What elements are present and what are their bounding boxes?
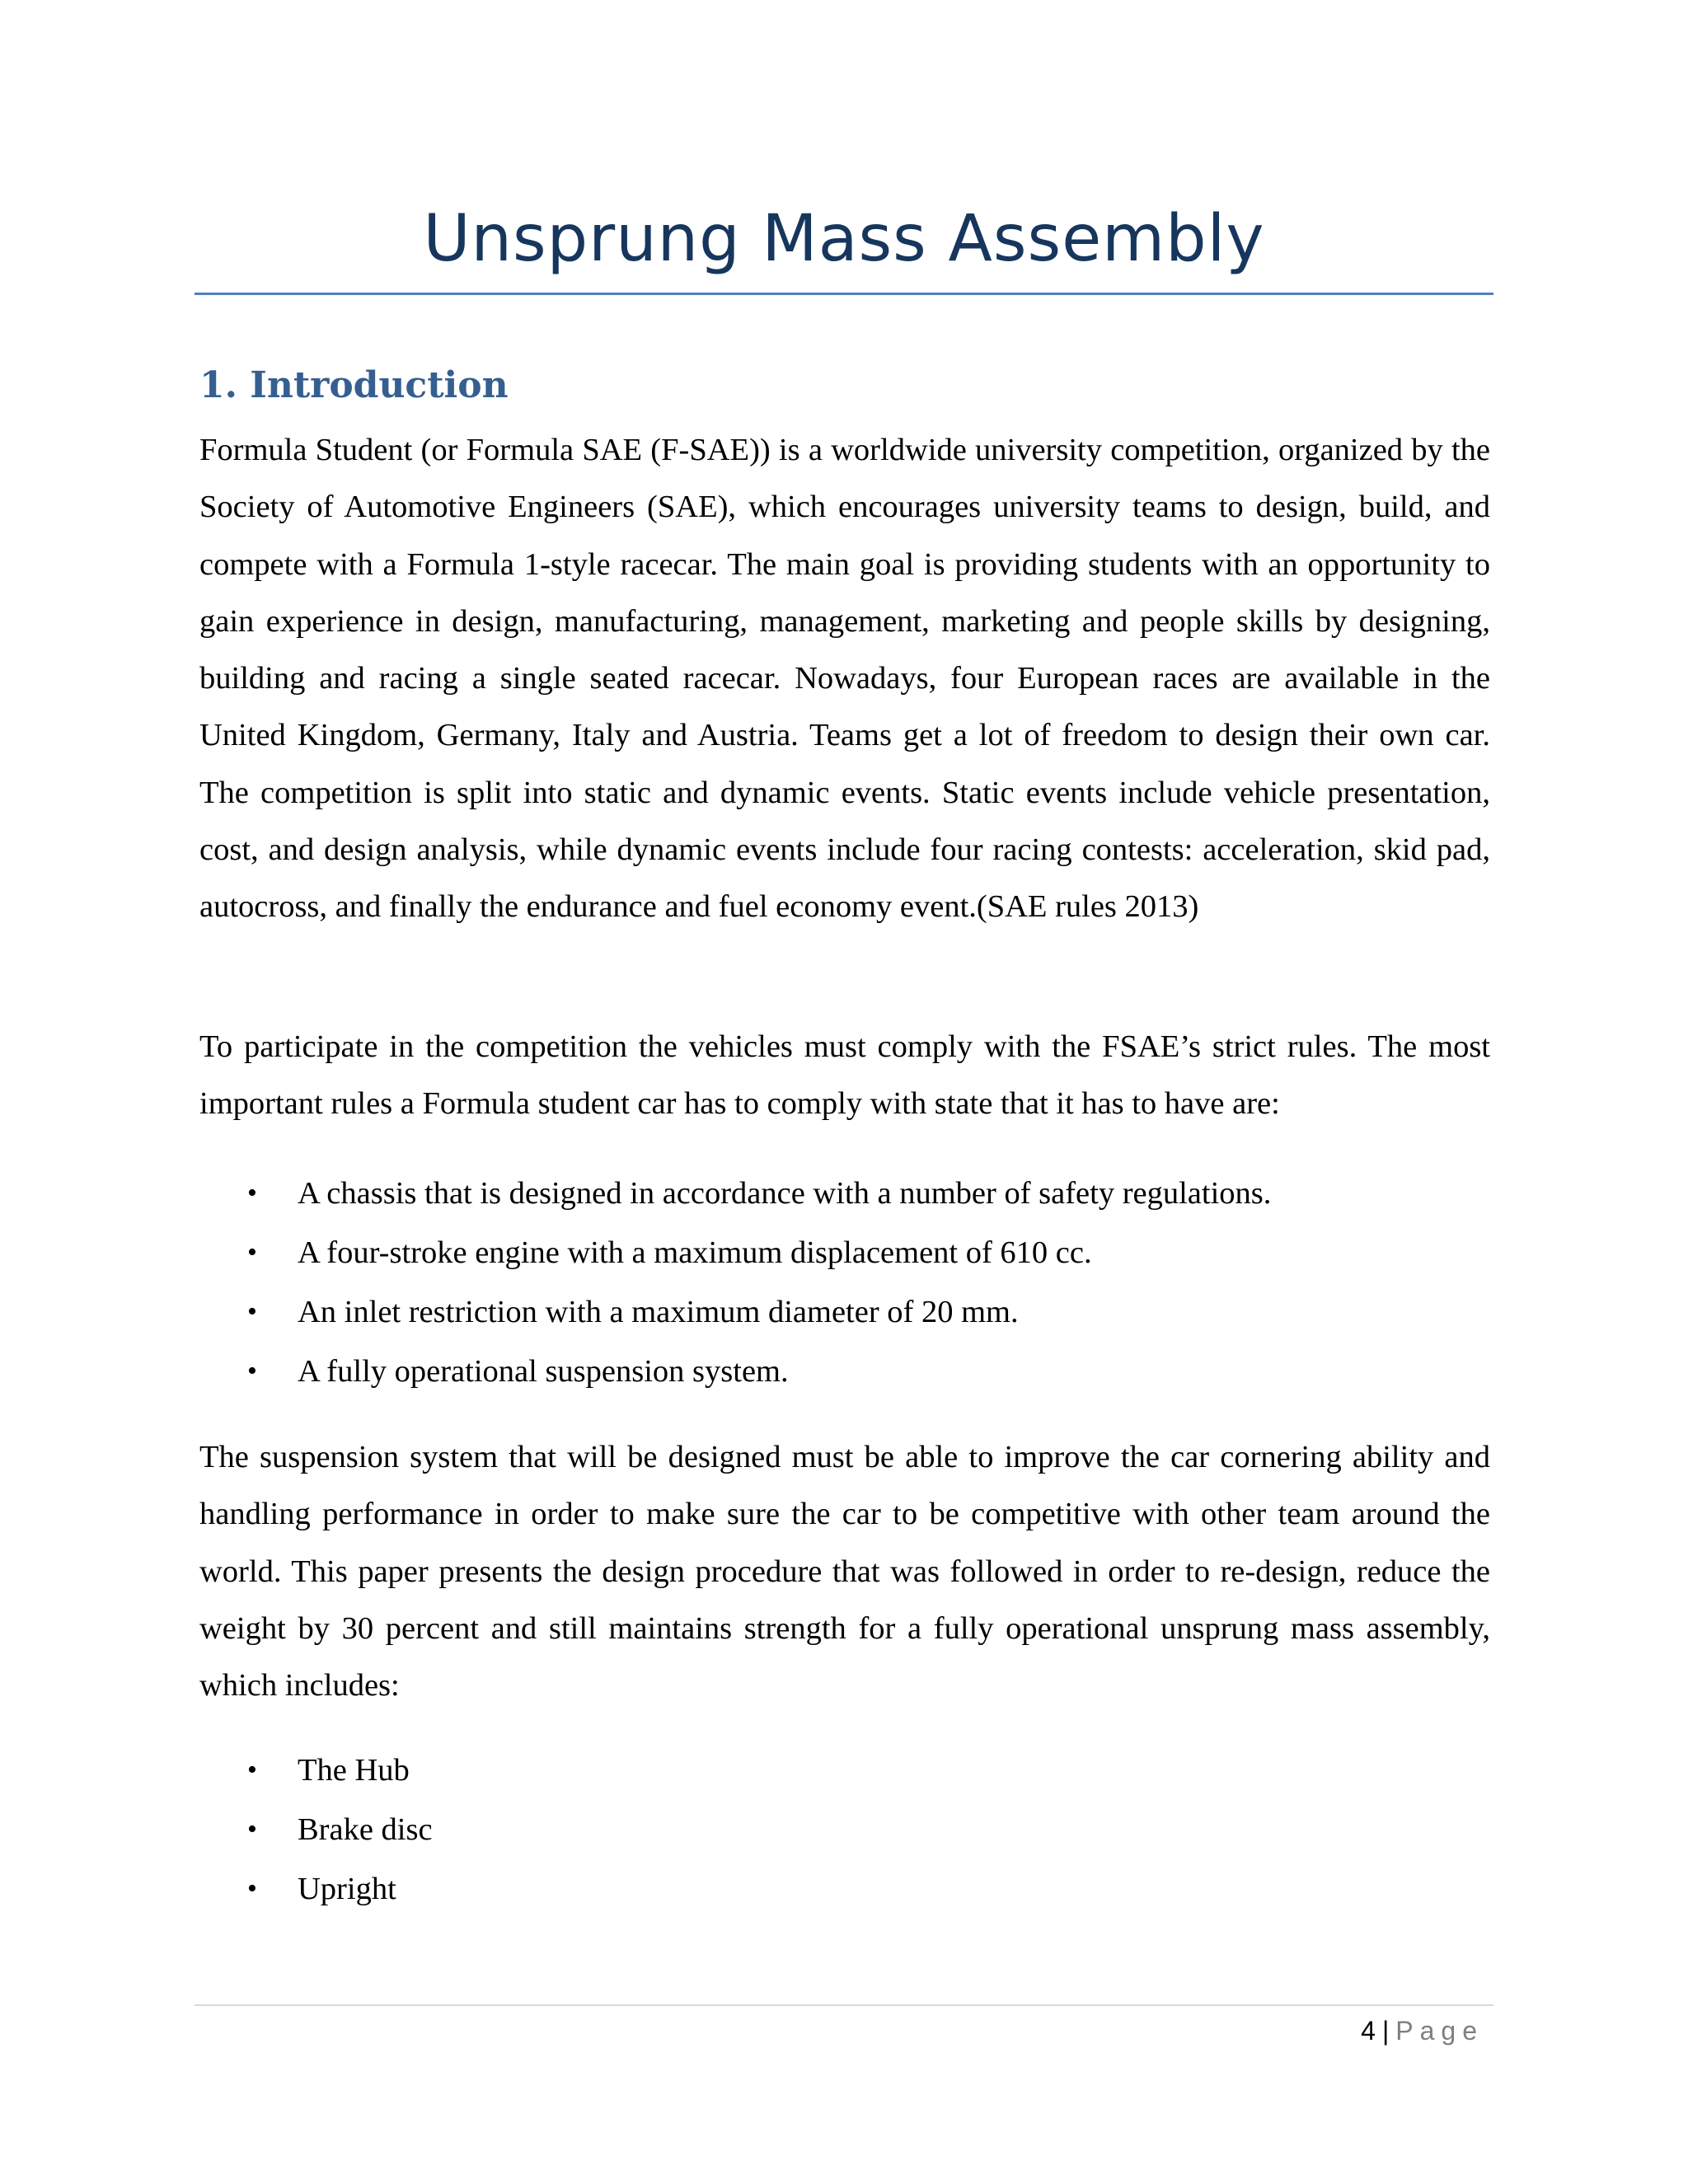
rules-intro-paragraph: To participate in the competition the vehicles must comply with the FSAE’s strict rules. The most important rules a Formula student car has to comply with state that it has to have are: xyxy=(199,1029,1490,1122)
list-item xyxy=(199,1223,1490,1282)
list-item-text: A chassis that is designed in accordance with a number of safety regulations. xyxy=(298,1176,1272,1211)
list-item xyxy=(199,1282,1490,1342)
list-item xyxy=(199,1859,1490,1919)
section-heading-introduction: 1. Introduction xyxy=(199,364,509,406)
list-item-text: Brake disc xyxy=(298,1812,433,1847)
bullet-icon: • xyxy=(247,1237,257,1268)
bullet-icon: • xyxy=(247,1873,257,1904)
list-item-text: An inlet restriction with a maximum diameter of 20 mm. xyxy=(298,1295,1019,1329)
components-list xyxy=(199,1741,1490,1919)
list-item xyxy=(199,1800,1490,1859)
footer-separator: | xyxy=(1381,2016,1390,2046)
list-item-text: Upright xyxy=(298,1872,396,1906)
suspension-paragraph: The suspension system that will be designed must be able to improve the car cornering ability and handling performance in order to make sure the car to be competitive with other team around the world. This paper presents the design procedure that was followed in order to re-design, reduce the weight by 30 percent and still maintains strength for a fully operational unsprung mass assembly, which includes: xyxy=(199,1440,1490,1704)
page-number: 4 xyxy=(1361,2016,1376,2046)
list-item-text: The Hub xyxy=(298,1753,410,1788)
bullet-icon: • xyxy=(247,1755,257,1785)
bullet-icon: • xyxy=(247,1296,257,1327)
title-underline xyxy=(195,293,1493,295)
bullet-icon: • xyxy=(247,1814,257,1844)
list-item xyxy=(199,1342,1490,1401)
intro-paragraph: Formula Student (or Formula SAE (F-SAE)) is a worldwide university competition, organized by the Society of Automotive Engineers (SAE), which encourages university teams to design, build, and compete with a Formula 1-style racecar. The main goal is providing students with an opportunity to gain experience in design, manufacturing, management, marketing and people skills by designing, building and racing a single seated racecar. Nowadays, four European races are available in the United Kingdom, Germany, Italy and Austria. Teams get a lot of freedom to design their own car. The competition is split into static and dynamic events. Static events include vehicle presentation, cost, and design analysis, while dynamic events include four racing contests: acceleration, skid pad, autocross, and finally the endurance and fuel economy event.(SAE rules 2013) xyxy=(199,433,1490,925)
page-label: Page xyxy=(1395,2016,1484,2046)
list-item xyxy=(199,1164,1490,1223)
footer-divider xyxy=(195,2004,1493,2006)
list-item-text: A fully operational suspension system. xyxy=(298,1354,789,1389)
bullet-icon: • xyxy=(247,1178,257,1208)
page-title: Unsprung Mass Assembly xyxy=(423,202,1265,276)
list-item-text: A four-stroke engine with a maximum displacement of 610 cc. xyxy=(298,1235,1092,1270)
page-footer xyxy=(1361,2011,1484,2050)
list-item xyxy=(199,1741,1490,1800)
rules-list xyxy=(199,1164,1490,1401)
bullet-icon: • xyxy=(247,1356,257,1386)
